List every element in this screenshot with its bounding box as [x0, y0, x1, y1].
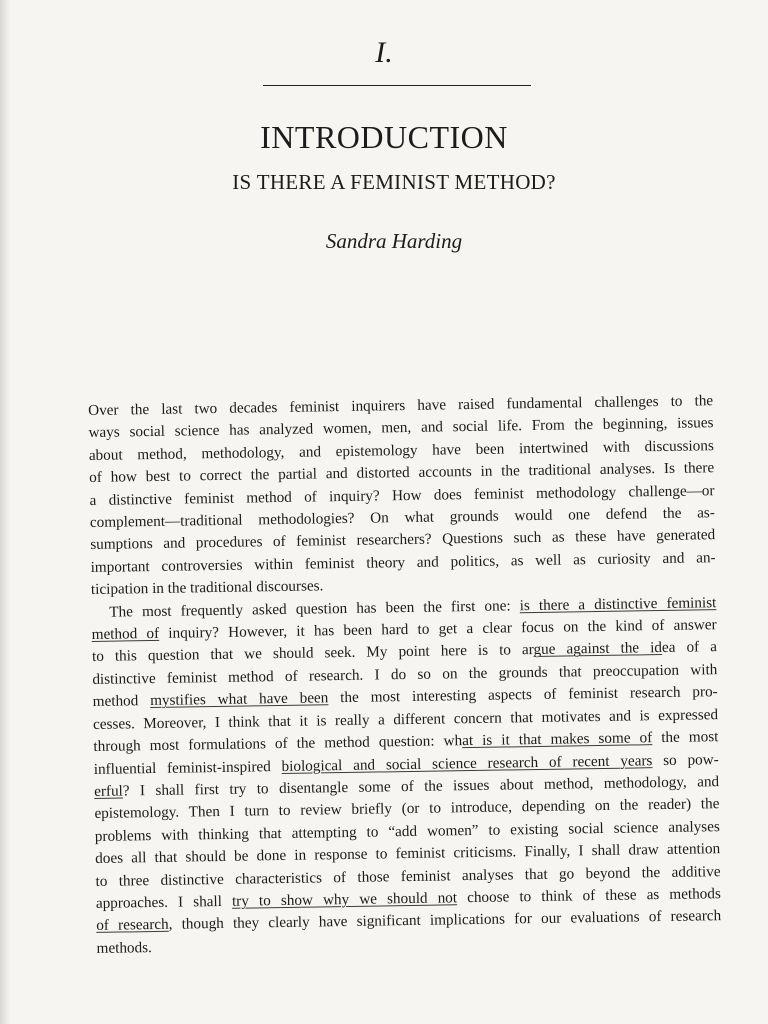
text-segment: choose to think of these as methods	[456, 885, 721, 907]
text-line: Over the last two decades feminist inquirers have raised fundamental challenges to the	[88, 392, 714, 419]
text-segment: through most formulations of the method question: wh	[93, 732, 463, 756]
text-line: to three distinctive characteristics of those feminist analyses that go beyond the additive	[95, 862, 721, 890]
text-segment: so pow-	[652, 750, 719, 769]
text-segment: ? I shall first try to disentangle some of the issues about method, methodology, and	[122, 773, 720, 800]
text-segment: the most interesting aspects of feminist research pro-	[328, 683, 718, 707]
text-line: distinctive feminist method of research. I do so on the grounds that preoccupation with	[92, 661, 718, 688]
underlined-text: at is it that makes some of	[461, 729, 653, 750]
text-line: about method, methodology, and epistemology have been intertwined with discussions	[88, 436, 714, 464]
chapter-subtitle: IS THERE A FEMINIST METHOD?	[232, 170, 556, 194]
body-text	[88, 390, 722, 960]
text-segment: method	[92, 692, 151, 711]
text-line: sumptions and procedures of feminist researchers? Questions such as these have generated	[90, 526, 716, 554]
title-rule	[263, 85, 531, 86]
text-line: of how best to correct the partial and distorted accounts in the traditional analyses. Is there	[89, 459, 715, 487]
underlined-text: erful	[94, 782, 123, 800]
text-segment: , though they clearly have significant implications for our evaluations of research	[168, 907, 722, 934]
underlined-text: biological and social science research of recent years	[281, 751, 653, 775]
underlined-text: try to show why we should not	[231, 889, 458, 910]
text-segment: inquiry? However, it has been hard to get a clear focus on the kind of answer	[158, 616, 717, 642]
text-segment: influential feminist-inspired	[93, 757, 282, 778]
text-line: ticipation in the traditional discourses.	[90, 577, 324, 599]
author-name: Sandra Harding	[325, 229, 463, 253]
text-line: cesses. Moreover, I think that it is really a different concern that motivates and is expressed	[92, 705, 719, 733]
text-segment: The most frequently asked question has been the first one:	[109, 596, 520, 621]
underlined-text: of research	[96, 916, 169, 935]
underlined-text: method of	[91, 624, 160, 644]
text-segment: to this question that we should seek. My point here is to ar	[91, 641, 534, 666]
text-line: epistemology. Then I turn to review briefly (or to introduce, depending on the reader) the	[94, 795, 720, 823]
text-line: ways social science has analyzed women, men, and social life. From the beginning, issues	[88, 414, 714, 442]
underlined-text: is there a distinctive feminist	[519, 593, 717, 614]
text-segment: approaches. I shall	[95, 892, 233, 912]
chapter-title: INTRODUCTION	[260, 119, 508, 155]
text-line: a distinctive feminist method of inquiry? How does feminist methodology challenge—or	[89, 481, 715, 509]
text-line: important controversies within feminist theory and politics, as well as curiosity and an-	[90, 549, 716, 576]
chapter-number: I.	[375, 36, 393, 69]
underlined-text: mystifies what have been	[150, 689, 329, 710]
text-segment: the most	[652, 728, 719, 747]
text-line: does all that should be done in response to feminist criticisms. Finally, I shall draw attention	[95, 840, 721, 868]
text-line: methods.	[96, 938, 153, 957]
text-line: problems with thinking that attempting to “add women” to existing social science analyses	[94, 817, 720, 845]
text-segment: ea of a	[661, 638, 718, 657]
text-line: complement—traditional methodologies? On what grounds would one defend the as-	[89, 504, 715, 532]
underlined-text: gue against the id	[533, 639, 663, 659]
